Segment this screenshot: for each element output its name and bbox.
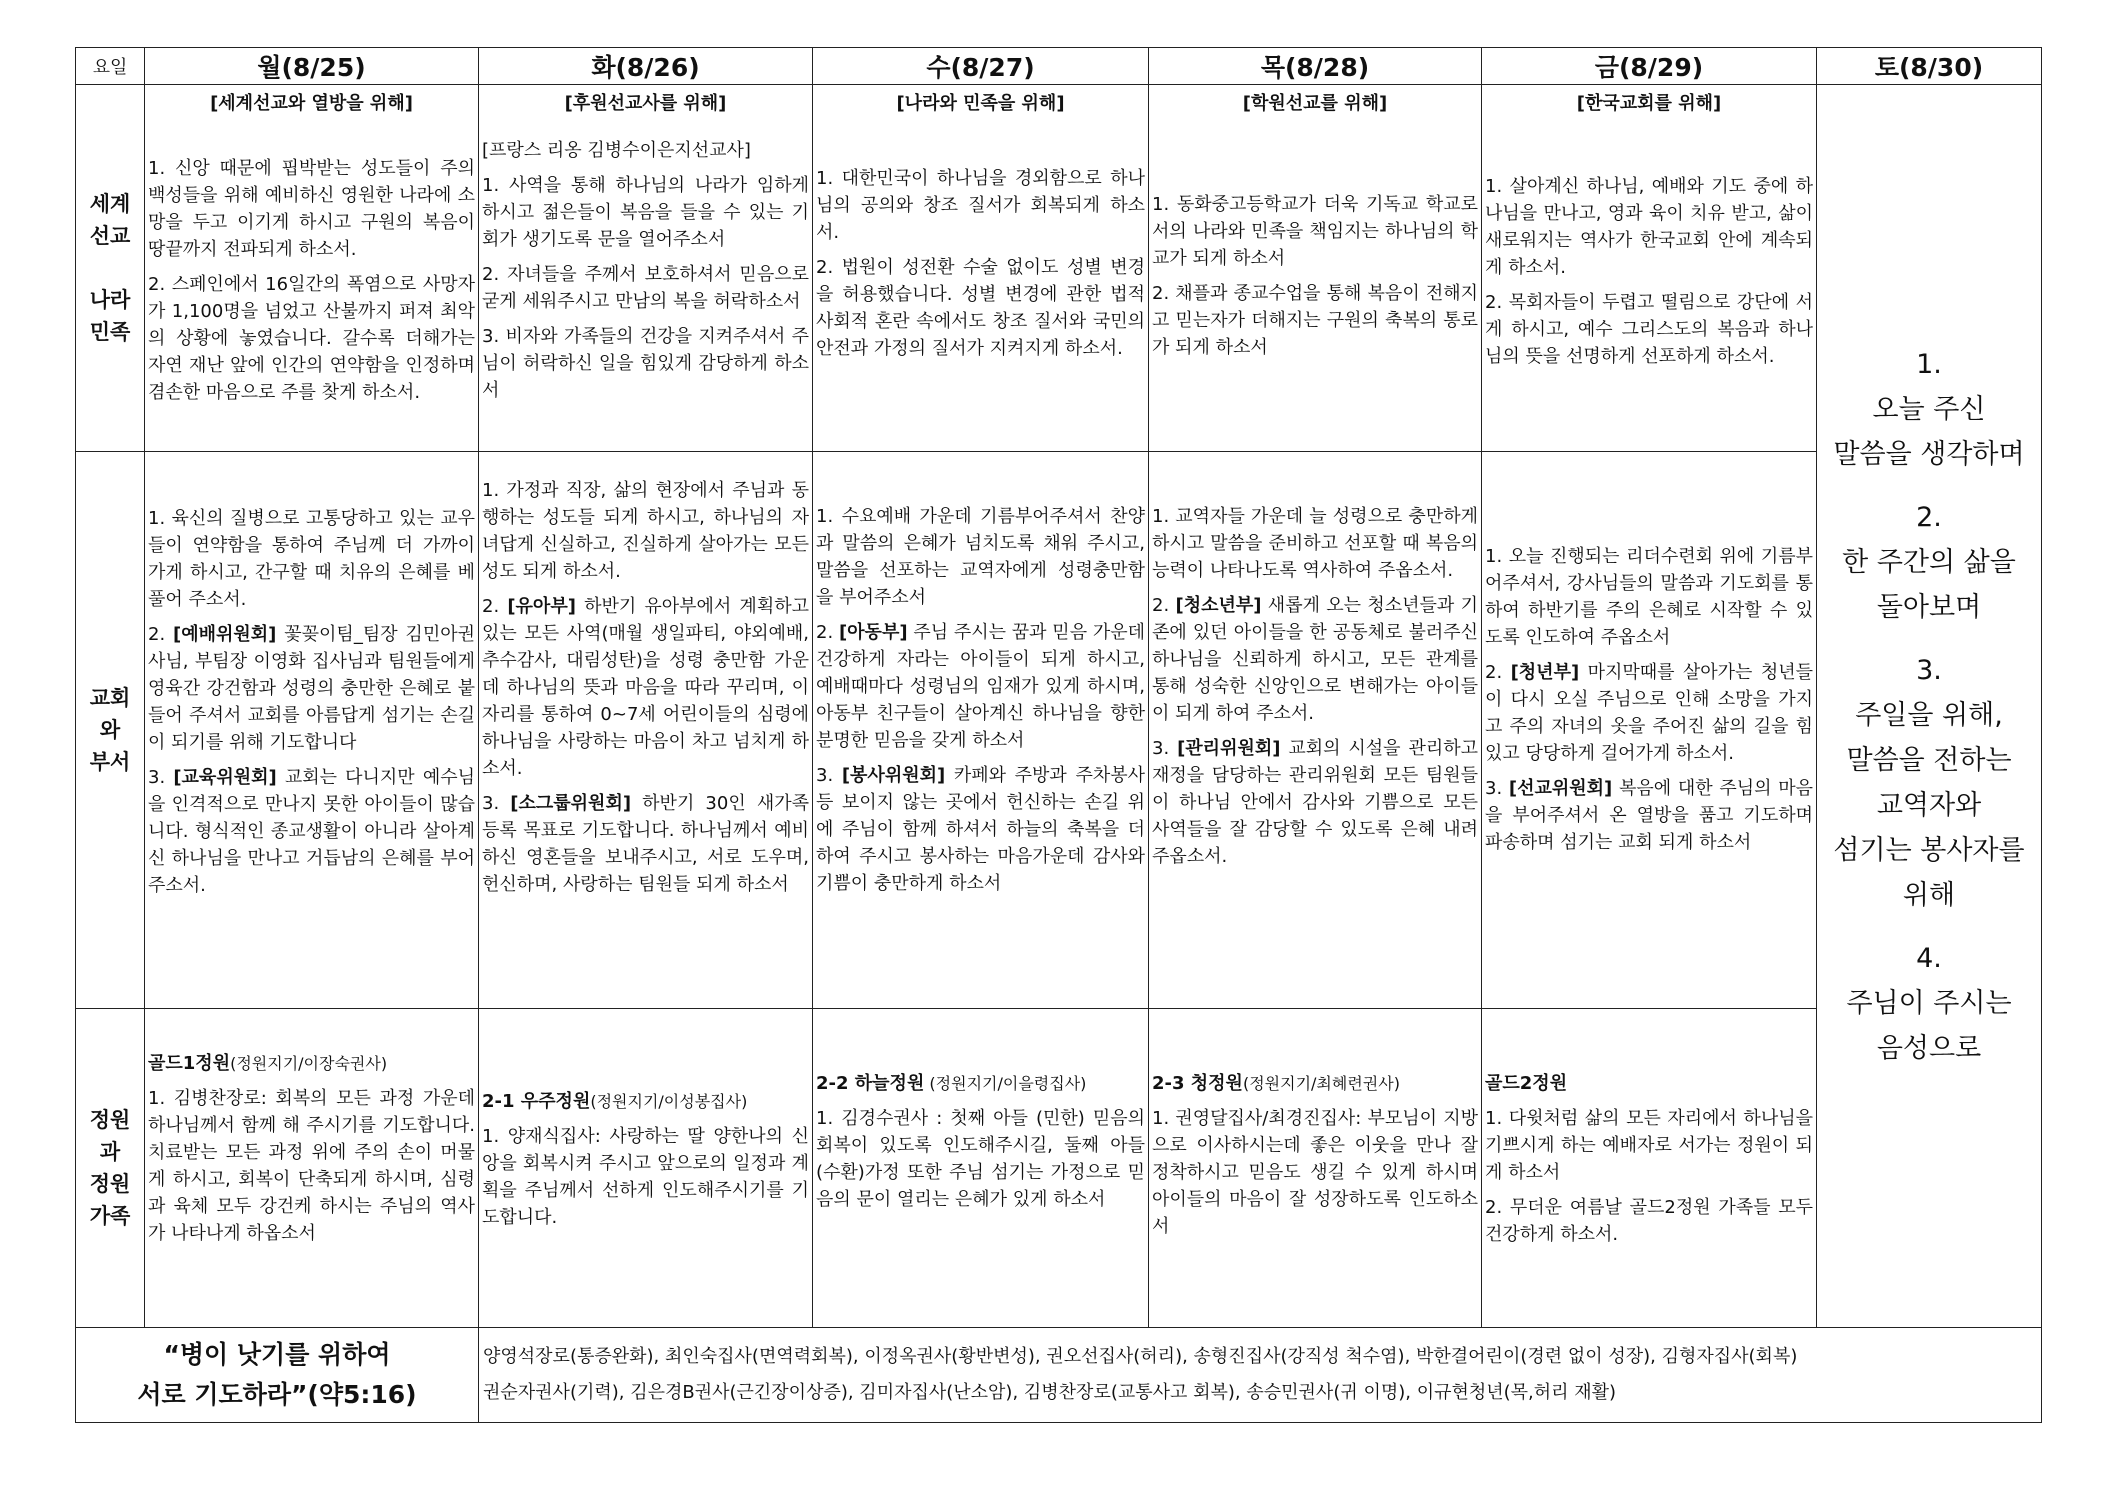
healing-names-line-2: 권순자권사(기력), 김은경B권사(근긴장이상증), 김미자집사(난소암), 김병찬장로(교통사고 회복), 송승민권사(귀 이명), 이규현청년(목,허리 재활) <box>483 1382 1617 1404</box>
list-item: 2. 스페인에서 16일간의 폭염으로 사망자가 1,100명을 넘었고 산불까지 퍼져 최악의 상황에 놓였습니다. 갈수록 더해가는 자연 재난 앞에 인간의 연약함을 인정하며 겸손한 마음으로 주를 찾게 하소서. <box>148 274 475 404</box>
list-item: 3. [선교위원회] 복음에 대한 주님의 마음을 부어주셔서 온 열방을 품고 기도하며 파송하며 섬기는 교회 되게 하소서 <box>1485 778 1813 854</box>
scripture-quote: “병이 낫기를 위하여 서로 기도하라”(약5:16) <box>76 1328 479 1423</box>
list-item: 2. [아동부] 주님 주시는 꿈과 믿음 가운데 건강하게 자라는 아이들이 되게 하시고, 예배때마다 성령님의 임재가 있게 하시며, 아동부 친구들이 살아계신 하나님을 향한 분명한 믿음을 갖게 하소서 <box>816 622 1145 752</box>
list-item: 2. [청년부] 마지막때를 살아가는 청년들이 다시 오실 주님으로 인해 소망을 가지고 주의 자녀의 옷을 주어진 삶의 길을 힘있고 당당하게 걸어가게 하소서. <box>1485 662 1813 765</box>
committee-label: [청년부] <box>1510 662 1580 684</box>
saturday-item-3: 3. 주일을 위해, 말씀을 전하는 교역자와 섬기는 봉사자를 위해 <box>1833 654 2025 911</box>
mission-mon-cell <box>145 85 479 452</box>
church-row <box>76 452 2042 1008</box>
list-item: 1. 교역자들 가운데 늘 성령으로 충만하게 하시고 말씀을 준비하고 선포할 때 복음의 능력이 나타나도록 역사하여 주옵소서. <box>1152 506 1478 582</box>
list-item: 1. 동화중고등학교가 더욱 기독교 학교로서의 나라와 민족을 책임지는 하나님의 학교가 되게 하소서 <box>1152 194 1478 270</box>
committee-label: [아동부] <box>838 622 908 644</box>
mission-wed-cell <box>813 85 1149 452</box>
garden-tue-cell <box>479 1008 813 1328</box>
committee-label: [소그룹위원회] <box>510 793 632 815</box>
list-item: 2. [유아부] 하반기 유아부에서 계획하고 있는 모든 사역(매월 생일파티, 야외예배, 추수감사, 대림성탄)을 성령 충만함 가운데 하나님의 뜻과 마음을 따라 꾸리며, 이 자리를 통하여 0~7세 어린이들의 심령에 하나님을 사랑하는 마음이 차고 넘치게 하소서. <box>482 596 809 780</box>
topic-mon: [세계선교와 열방을 위해] <box>210 93 413 115</box>
list-item: 1. 오늘 진행되는 리더수련회 위에 기름부어주셔서, 강사님들의 말씀과 기도회를 통하여 하반기를 주의 은혜로 시작할 수 있도록 인도하여 주옵소서 <box>1485 546 1813 649</box>
committee-label: [관리위원회] <box>1177 738 1281 760</box>
list-item: 3. 비자와 가족들의 건강을 지켜주셔서 주님이 허락하신 일을 힘있게 감당하게 하소서 <box>482 326 809 402</box>
mission-tue-cell <box>479 85 813 452</box>
committee-label: [교육위원회] <box>173 767 277 789</box>
committee-label: [청소년부] <box>1175 595 1262 617</box>
mission-row <box>76 85 2042 452</box>
list-item: 1. 다윗처럼 삶의 모든 자리에서 하나님을 기쁘시게 하는 예배자로 서가는 정원이 되게 하소서 <box>1485 1107 1813 1183</box>
header-day-tue: 화(8/26) <box>479 48 813 85</box>
list-item: 1. 육신의 질병으로 고통당하고 있는 교우들이 연약함을 통하여 주님께 더 가까이 가게 하시고, 간구할 때 치유의 은혜를 베풀어 주소서. <box>148 508 475 611</box>
topic-thu: [학원선교를 위해] <box>1242 93 1388 115</box>
list-item: 1. 김경수권사 : 첫째 아들 (민한) 믿음의 회복이 있도록 인도해주시길, 둘째 아들(수환)가정 또한 주님 섬기는 가정으로 믿음의 문이 열리는 은혜가 있게 하소서 <box>816 1107 1145 1210</box>
list-item: 1. 수요예배 가운데 기름부어주셔서 찬양과 말씀의 은혜가 넘치도록 채워 주시고, 말씀을 선포하는 교역자에게 성령충만함을 부어주소서 <box>816 506 1145 609</box>
list-item: 2. [예배위원회] 꽃꽂이팀_팀장 김민아권사님, 부팀장 이영화 집사님과 팀원들에게 영육간 강건함과 성령의 충만한 은혜로 붙들어 주셔서 교회를 아름답게 섬기는 손길이 되기를 위해 기도합니다 <box>148 624 475 754</box>
church-fri-cell <box>1482 452 1817 1008</box>
garden-group-title: 2-3 청정원(정원지기/최혜련권사) <box>1152 1072 1400 1094</box>
list-item: 1. 권영달집사/최경진집사: 부모님이 지방으로 이사하시는데 좋은 이웃을 만나 잘 정착하시고 믿음도 생길 수 있게 하시며 아이들의 마음이 잘 성장하도록 인도하소서 <box>1152 1107 1478 1237</box>
saturday-item-1: 1. 오늘 주신 말씀을 생각하며 <box>1833 348 2025 470</box>
topic-wed: [나라와 민족을 위해] <box>896 93 1065 115</box>
garden-row <box>76 1008 2042 1328</box>
header-day-mon: 월(8/25) <box>145 48 479 85</box>
row-label-church: 교회 와 부서 <box>76 452 145 1008</box>
list-item: 3. [관리위원회] 교회의 시설을 관리하고 재정을 담당하는 관리위원회 모든 팀원들이 하나님 안에서 감사와 기쁨으로 모든 사역들을 잘 감당할 수 있도록 은혜 내려 주옵소서. <box>1152 738 1478 868</box>
garden-thu-cell <box>1149 1008 1482 1328</box>
saturday-item-4: 4. 주님이 주시는 음성으로 <box>1846 942 2012 1064</box>
header-day-wed: 수(8/27) <box>813 48 1149 85</box>
church-wed-cell <box>813 452 1149 1008</box>
list-item: 2. 법원이 성전환 수술 없이도 성별 변경을 허용했습니다. 성별 변경에 관한 법적사회적 혼란 속에서도 창조 질서와 국민의 안전과 가정의 질서가 지켜지게 하소서. <box>816 257 1145 360</box>
list-item: 1. 사역을 통해 하나님의 나라가 임하게 하시고 젊은들이 복음을 들을 수 있는 기회가 생기도록 문을 열어주소서 <box>482 175 809 251</box>
list-item: 2. 자녀들을 주께서 보호하셔서 믿음으로 굳게 세워주시고 만남의 복을 허락하소서 <box>482 264 809 313</box>
header-day-sat: 토(8/30) <box>1817 48 2042 85</box>
prayer-schedule-table <box>75 47 2042 1423</box>
saturday-cell <box>1817 85 2042 1328</box>
list-item: 3. [소그룹위원회] 하반기 30인 새가족 등록 목표로 기도합니다. 하나님께서 예비하신 영혼들을 보내주시고, 서로 도우며, 헌신하며, 사랑하는 팀원들 되게 하소서 <box>482 793 809 896</box>
row-label-mission: 세계 선교 나라 민족 <box>76 85 145 452</box>
list-item: 1. 신앙 때문에 핍박받는 성도들이 주의 백성들을 위해 예비하신 영원한 나라에 소망을 두고 이기게 하시고 구원의 복음이 땅끝까지 전파되게 하소서. <box>148 158 475 261</box>
list-item: 3. [교육위원회] 교회는 다니지만 예수님을 인격적으로 만나지 못한 아이들이 많습니다. 형식적인 종교생활이 아니라 살아계신 하나님을 만나고 거듭남의 은혜를 부어주소서. <box>148 767 475 897</box>
header-day-fri: 금(8/29) <box>1482 48 1817 85</box>
mission-fri-cell <box>1482 85 1817 452</box>
header-day-thu: 목(8/28) <box>1149 48 1482 85</box>
list-item: [프랑스 리옹 김병수이은지선교사] <box>482 140 751 162</box>
committee-label: [선교위원회] <box>1508 778 1613 800</box>
row-label-garden: 정원 과 정원 가족 <box>76 1008 145 1328</box>
header-yoil: 요일 <box>76 48 145 85</box>
list-item: 1. 양재식집사: 사랑하는 딸 양한나의 신앙을 회복시켜 주시고 앞으로의 일정과 계획을 주님께서 선하게 인도해주시기를 기도합니다. <box>482 1125 809 1228</box>
header-row <box>76 48 2042 85</box>
garden-mon-cell <box>145 1008 479 1328</box>
footer-row <box>76 1328 2042 1423</box>
healing-prayer-list <box>479 1328 2042 1423</box>
list-item: 1. 김병찬장로: 회복의 모든 과정 가운데 하나님께서 함께 해 주시기를 기도합니다. 치료받는 모든 과정 위에 주의 손이 머물게 하시고, 회복이 단축되게 하시며, 심령과 육체 모두 강건케 하시는 주님의 역사가 나타나게 하옵소서 <box>148 1087 475 1244</box>
list-item: 1. 가정과 직장, 삶의 현장에서 주님과 동행하는 성도들 되게 하시고, 하나님의 자녀답게 신실하고, 진실하게 살아가는 모든 성도 되게 하소서. <box>482 480 809 583</box>
garden-group-title: 2-2 하늘정원 (정원지기/이을령집사) <box>816 1072 1087 1094</box>
church-thu-cell <box>1149 452 1482 1008</box>
list-item: 2. [청소년부] 새롭게 오는 청소년들과 기존에 있던 아이들을 한 공동체로 불러주신 하나님을 신뢰하게 하시고, 모든 관계를 통해 성숙한 신앙인으로 변해가는 아이들이 되게 하여 주소서. <box>1152 595 1478 725</box>
list-item: 1. 살아계신 하나님, 예배와 기도 중에 하나님을 만나고, 영과 육이 치유 받고, 삶이 새로워지는 역사가 한국교회 안에 계속되게 하소서. <box>1485 176 1813 279</box>
committee-label: [예배위원회] <box>173 624 277 646</box>
saturday-item-2: 2. 한 주간의 삶을 돌아보며 <box>1842 501 2016 623</box>
list-item: 2. 채플과 종교수업을 통해 복음이 전해지고 믿는자가 더해지는 구원의 축복의 통로가 되게 하소서 <box>1152 283 1478 359</box>
list-item: 2. 목회자들이 두렵고 떨림으로 강단에 서게 하시고, 예수 그리스도의 복음과 하나님의 뜻을 선명하게 선포하게 하소서. <box>1485 292 1813 368</box>
committee-label: [유아부] <box>507 596 576 618</box>
topic-tue: [후원선교사를 위해] <box>564 93 727 115</box>
topic-fri: [한국교회를 위해] <box>1576 93 1722 115</box>
committee-label: [봉사위원회] <box>841 765 946 787</box>
church-mon-cell <box>145 452 479 1008</box>
mission-thu-cell <box>1149 85 1482 452</box>
garden-wed-cell <box>813 1008 1149 1328</box>
garden-fri-cell <box>1482 1008 1817 1328</box>
garden-group-title: 골드2정원 <box>1485 1072 1568 1094</box>
garden-group-title: 2-1 우주정원(정원지기/이성봉집사) <box>482 1090 748 1112</box>
list-item: 3. [봉사위원회] 카페와 주방과 주차봉사등 보이지 않는 곳에서 헌신하는 손길 위에 주님이 함께 하셔서 하늘의 축복을 더하여 주시고 봉사하는 마음가운데 감사와 기쁨이 충만하게 하소서 <box>816 765 1145 895</box>
list-item: 2. 무더운 여름날 골드2정원 가족들 모두 건강하게 하소서. <box>1485 1196 1813 1245</box>
healing-names-line-1: 양영석장로(통증완화), 최인숙집사(면역력회복), 이정옥권사(황반변성), 권오선집사(허리), 송형진집사(강직성 척수염), 박한결어린이(경련 없이 성장), 김형자집사(회복) <box>483 1346 1798 1368</box>
church-tue-cell <box>479 452 813 1008</box>
list-item: 1. 대한민국이 하나님을 경외함으로 하나님의 공의와 창조 질서가 회복되게 하소서. <box>816 168 1145 244</box>
garden-group-title: 골드1정원(정원지기/이장숙권사) <box>148 1052 388 1074</box>
